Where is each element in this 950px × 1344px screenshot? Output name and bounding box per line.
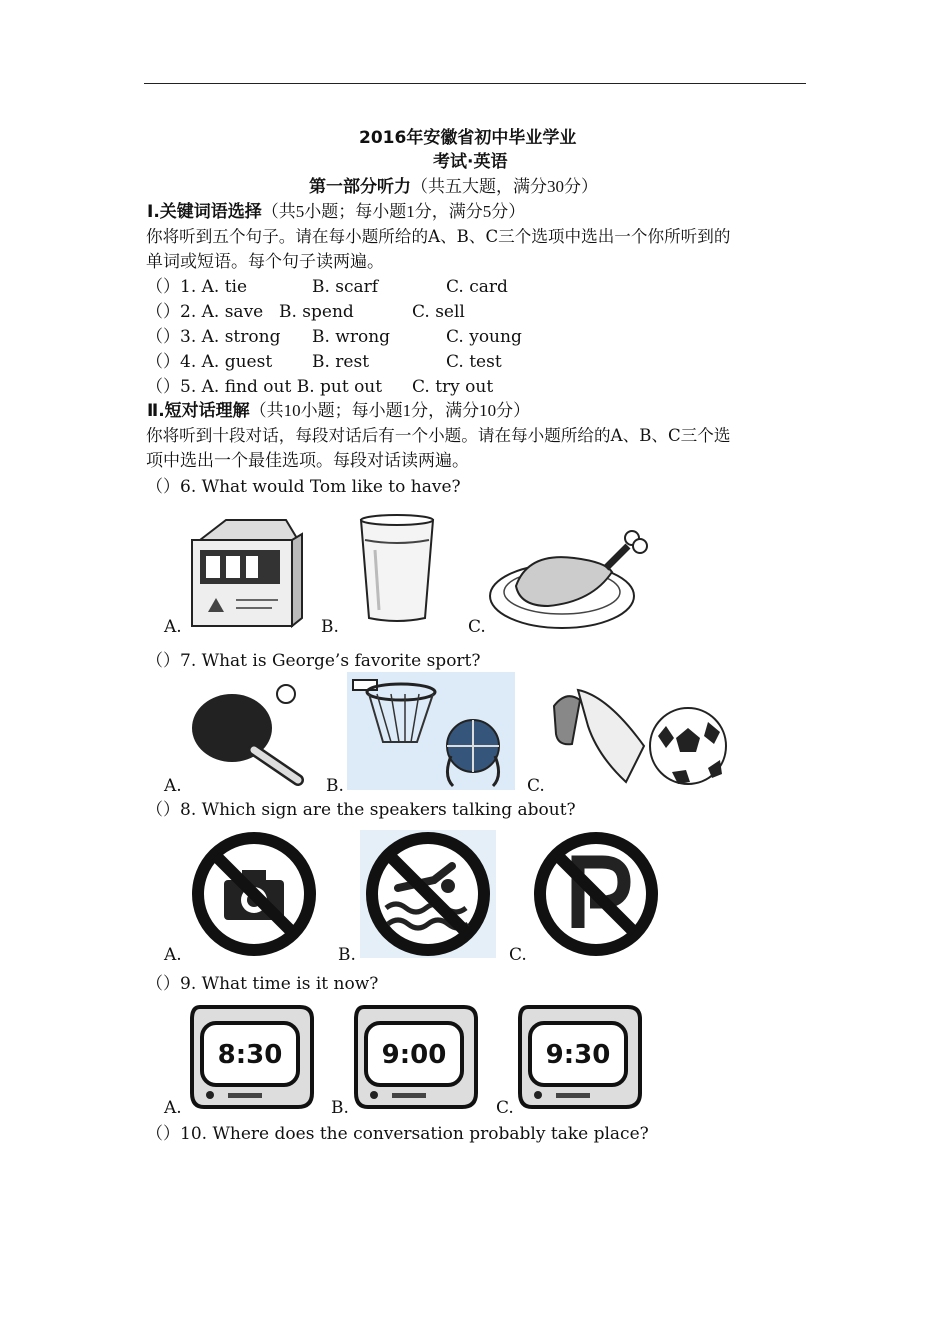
question-3: （）3. A. strong (146, 327, 281, 347)
question-4: （）4. A. guest (146, 352, 273, 372)
q7-label-c: C. (527, 776, 545, 796)
question-3-option-b: B. wrong (312, 327, 391, 347)
question-1: （）1. A. tie (146, 277, 248, 297)
exam-title: 2016年安徽省初中毕业学业 (359, 128, 577, 148)
soccer-kick-image (548, 686, 728, 790)
clock-c-time: 9:30 (545, 1040, 611, 1070)
clock-a-time: 8:30 (217, 1040, 283, 1070)
clock-830-image (188, 1003, 316, 1111)
question-4-option-b: B. rest (312, 352, 370, 372)
q9-label-b: B. (331, 1098, 349, 1118)
question-10: （）10. Where does the conversation probably take place? (146, 1124, 649, 1144)
section1-heading: Ⅰ.关键词语选择 (147, 202, 262, 222)
exam-subtitle: 考试·英语 (433, 152, 508, 172)
glass-of-milk-image (355, 514, 439, 626)
part1-heading: 第一部分听力 (309, 177, 411, 197)
question-8: （）8. Which sign are the speakers talking about? (146, 800, 576, 820)
q8-label-b: B. (338, 945, 356, 965)
question-5-option-c: C. try out (412, 377, 494, 397)
q7-label-a: A. (164, 776, 182, 796)
no-photography-sign (190, 832, 318, 956)
q9-label-c: C. (496, 1098, 514, 1118)
q8-label-a: A. (164, 945, 182, 965)
section2-title (147, 400, 530, 422)
section2-instruction-2: 项中选出一个最佳选项。每段对话读两遍。 (146, 451, 469, 471)
question-9: （）9. What time is it now? (146, 974, 379, 994)
section2-note: （共10小题；每小题1分，满分10分） (249, 401, 531, 420)
question-3-option-c: C. young (446, 327, 522, 347)
section1-note: （共5小题；每小题1分，满分5分） (261, 202, 526, 221)
basketball-hoop-image (347, 672, 515, 790)
question-6: （）6. What would Tom like to have? (146, 477, 461, 497)
ping-pong-paddle-image (186, 680, 310, 788)
chicken-leg-image (488, 522, 650, 630)
top-rule (144, 83, 806, 84)
section1-title (147, 201, 525, 223)
q6-label-a: A. (164, 617, 182, 637)
section2-instruction-1: 你将听到十段对话，每段对话后有一个小题。请在每小题所给的A、B、C三个选 (146, 426, 731, 445)
no-swimming-sign (360, 830, 496, 958)
clock-900-image (352, 1003, 480, 1111)
clock-930-image (516, 1003, 644, 1111)
section1-instruction-1: 你将听到五个句子。请在每小题所给的A、B、C三个选项中选出一个你所听到的 (146, 227, 731, 246)
section1-instruction-2: 单词或短语。每个句子读两遍。 (146, 252, 384, 272)
question-2-option-c: C. sell (412, 302, 465, 322)
question-1-option-b: B. scarf (312, 277, 379, 297)
q6-label-c: C. (468, 617, 486, 637)
question-7: （）7. What is George’s favorite sport? (146, 651, 481, 671)
part1-title (309, 176, 598, 198)
question-2-option-b: B. spend (279, 302, 354, 322)
q9-label-a: A. (164, 1098, 182, 1118)
question-2: （）2. A. save (146, 302, 264, 322)
section2-heading: Ⅱ.短对话理解 (147, 401, 250, 421)
q7-label-b: B. (326, 776, 344, 796)
q6-label-b: B. (321, 617, 339, 637)
no-parking-sign (532, 832, 660, 956)
part1-note: （共五大题，满分30分） (411, 177, 598, 196)
question-4-option-c: C. test (446, 352, 502, 372)
q8-label-c: C. (509, 945, 527, 965)
milk-carton-image (186, 514, 306, 630)
question-5: （）5. A. find out B. put out (146, 377, 383, 397)
question-1-option-c: C. card (446, 277, 508, 297)
clock-b-time: 9:00 (381, 1040, 447, 1070)
